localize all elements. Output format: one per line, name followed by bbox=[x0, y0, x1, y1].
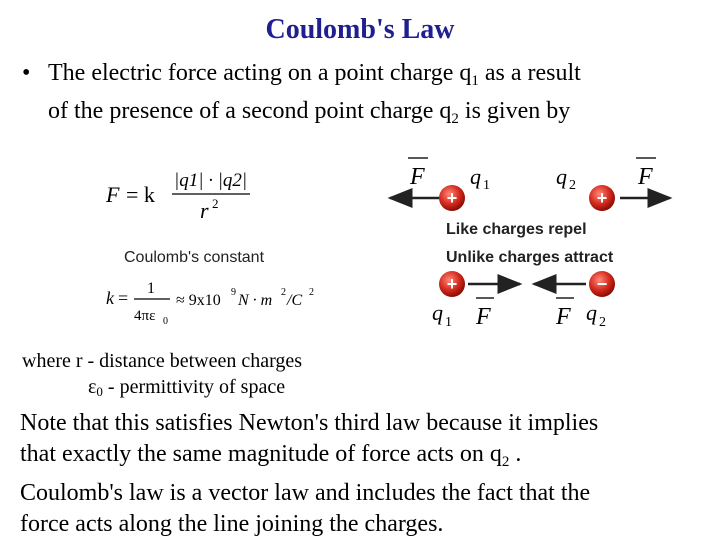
force-label-right-bottom: F bbox=[556, 304, 571, 330]
intro-line1-sub: 1 bbox=[471, 73, 479, 89]
intro-text bbox=[48, 58, 708, 134]
force-label-left-top: F bbox=[410, 164, 425, 190]
epsilon-sub: 0 bbox=[96, 384, 103, 399]
k-lhs: k bbox=[106, 288, 114, 308]
note-line2-sub: 2 bbox=[501, 454, 510, 470]
page-title: Coulomb's Law bbox=[265, 14, 455, 45]
charge-diagram bbox=[380, 148, 680, 338]
plus-sign: + bbox=[446, 274, 458, 294]
note-line3: Coulomb's law is a vector law and includes the fact that the bbox=[20, 480, 591, 506]
note-line1: Note that this satisfies Newton's third law because it implies bbox=[20, 410, 599, 436]
intro-line2-sub: 2 bbox=[451, 111, 459, 127]
k-rhs: ≈ 9x10 bbox=[176, 292, 221, 309]
formula-F: F bbox=[106, 182, 120, 207]
k-exp: 9 bbox=[231, 287, 236, 298]
coulomb-formula bbox=[100, 150, 340, 340]
formula-exponent: 2 bbox=[212, 196, 219, 211]
epsilon-symbol: ε bbox=[88, 376, 97, 398]
note-line4: force acts along the line joining the charges. bbox=[20, 511, 444, 537]
minus-sign: − bbox=[596, 274, 608, 294]
epsilon-line bbox=[88, 374, 285, 405]
intro-line1-post: as a result bbox=[478, 60, 581, 86]
k-den-sub: 0 bbox=[163, 316, 168, 327]
formula-eq-k: = k bbox=[126, 182, 155, 207]
epsilon-desc: - permittivity of space bbox=[102, 376, 286, 398]
note-line2-pre: that exactly the same magnitude of force acts on q bbox=[20, 441, 502, 467]
intro-line1: The electric force acting on a point charge q bbox=[48, 60, 472, 86]
plus-sign: + bbox=[446, 188, 458, 208]
intro-line2: of the presence of a second point charge q bbox=[48, 98, 452, 124]
k-units-tail-exp: 2 bbox=[309, 287, 314, 298]
q2-sub-bottom: 2 bbox=[599, 315, 606, 330]
force-label-left-bottom: F bbox=[476, 304, 491, 330]
q1-label-top: q bbox=[470, 164, 481, 189]
force-label-right-top: F bbox=[638, 164, 653, 190]
q1-label-bottom: q bbox=[432, 300, 443, 325]
q1-sub-bottom: 1 bbox=[445, 315, 452, 330]
q2-label-bottom: q bbox=[586, 300, 597, 325]
unlike-charges-label: Unlike charges attract bbox=[446, 249, 614, 266]
k-units: N · m bbox=[238, 292, 273, 309]
unlike-charges-row bbox=[432, 249, 615, 330]
k-units-tail: /C bbox=[287, 292, 303, 309]
note-line2 bbox=[20, 439, 710, 478]
formula-numerator: |q1| · |q2| bbox=[174, 170, 248, 191]
note-paragraph bbox=[20, 408, 710, 540]
bullet-mark: • bbox=[22, 60, 31, 86]
q1-sub-top: 1 bbox=[483, 178, 490, 193]
k-eq: = bbox=[118, 288, 129, 308]
intro-line2-post: is given by bbox=[458, 98, 571, 124]
plus-sign: + bbox=[596, 188, 608, 208]
q2-label-top: q bbox=[556, 164, 567, 189]
q2-sub-top: 2 bbox=[569, 178, 576, 193]
k-units-exp: 2 bbox=[281, 287, 286, 298]
formula-denominator: r bbox=[200, 198, 209, 223]
like-charges-row bbox=[390, 158, 670, 238]
coulomb-constant-label: Coulomb's constant bbox=[124, 249, 265, 266]
k-num: 1 bbox=[147, 280, 155, 297]
k-den: 4πε bbox=[134, 308, 156, 324]
note-line2-post: . bbox=[509, 441, 522, 467]
like-charges-label: Like charges repel bbox=[446, 221, 587, 238]
where-line: where r - distance between charges bbox=[22, 350, 303, 372]
